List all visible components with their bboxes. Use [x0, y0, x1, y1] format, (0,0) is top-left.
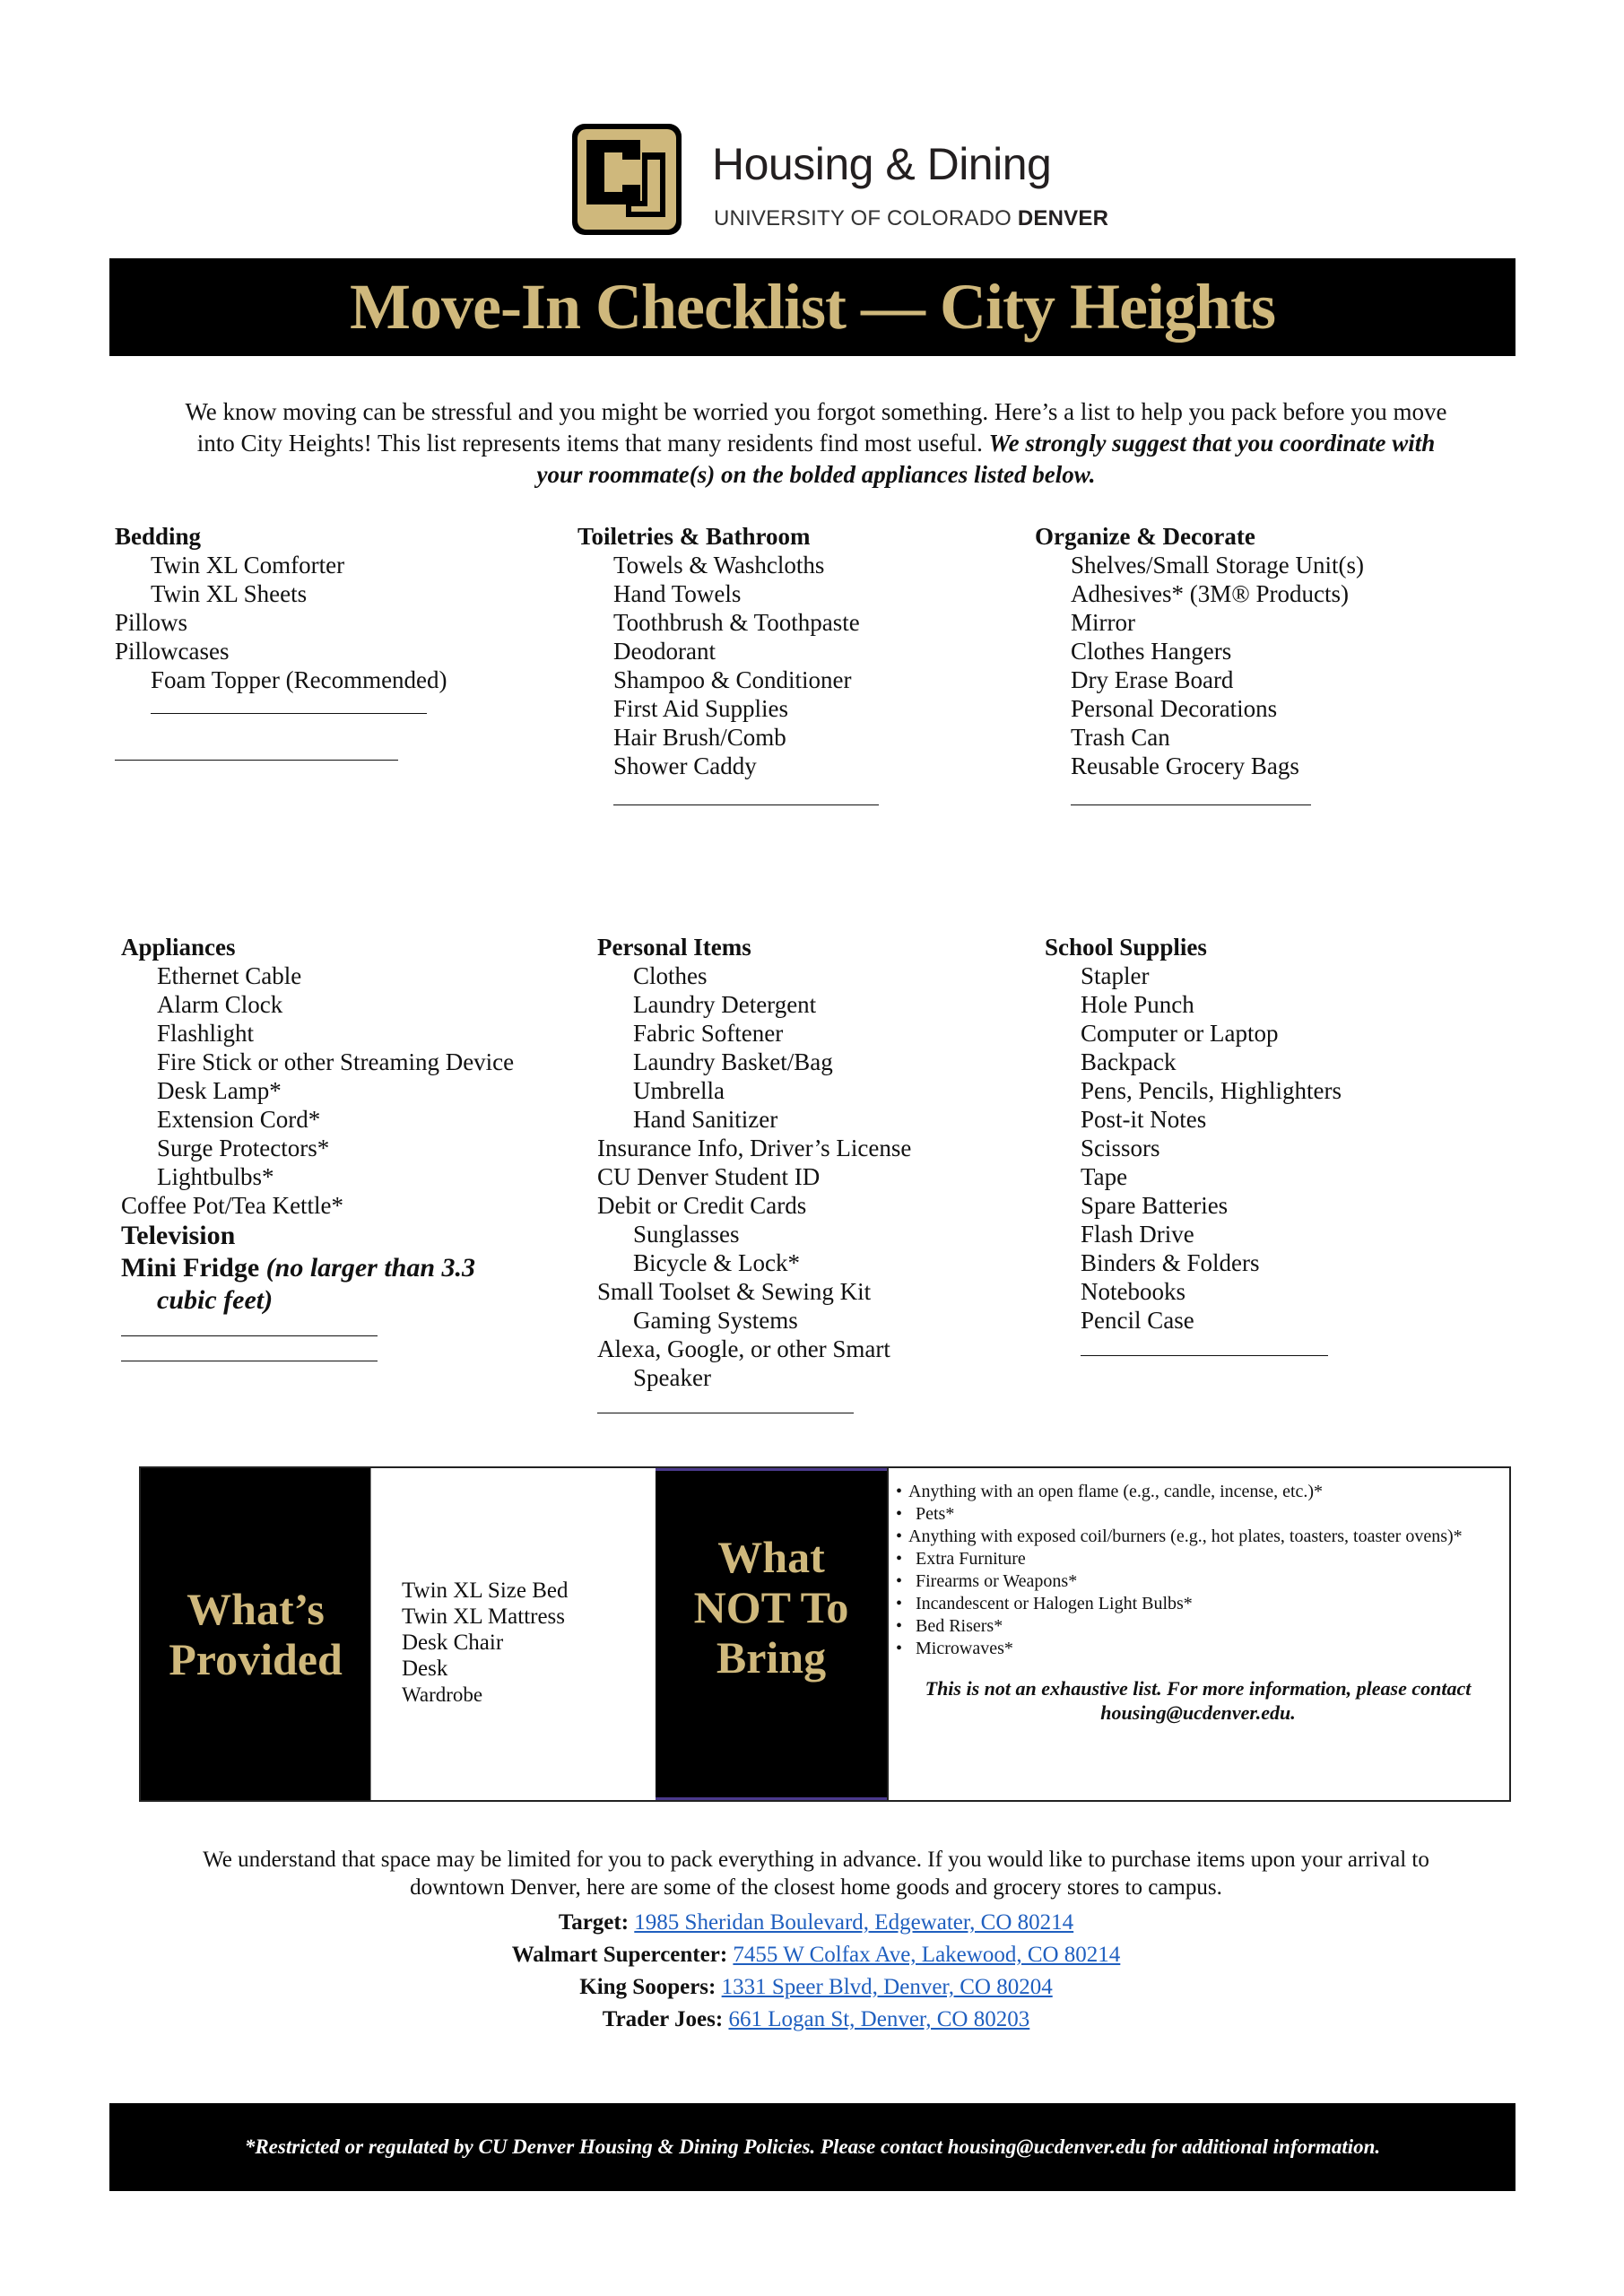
list-item: Pillowcases	[115, 638, 230, 665]
provided-list	[402, 1561, 569, 1708]
heading-line: What	[717, 1532, 825, 1582]
list-item: Desk	[402, 1656, 448, 1681]
list-item: • Microwaves*	[896, 1638, 1500, 1660]
not-exhaustive-note: This is not an exhaustive list. For more information, please contact housing@ucdenver.edu.	[925, 1677, 1472, 1724]
list-item: Laundry Detergent	[633, 991, 817, 1018]
category-appliances	[121, 933, 514, 1361]
store-trader-joes	[179, 2004, 1453, 2036]
list-item: Post-it Notes	[1081, 1106, 1207, 1133]
list-item: Twin XL Comforter	[151, 552, 345, 578]
footer-note: *Restricted or regulated by CU Denver Housing & Dining Policies. Please contact housing@ucdenver.edu for additional information.	[244, 2135, 1381, 2158]
category-organize-decorate	[1035, 522, 1364, 805]
list-item: Laundry Basket/Bag	[633, 1048, 833, 1075]
list-item: • Extra Furniture	[896, 1548, 1500, 1570]
blank-line	[115, 741, 398, 761]
list-item-bold: Television	[121, 1221, 236, 1250]
title-banner	[109, 258, 1515, 356]
category-school-supplies	[1045, 933, 1342, 1356]
list-item: Surge Protectors*	[157, 1135, 330, 1161]
store-name: Target:	[558, 1910, 630, 1935]
list-item: • Anything with an open flame (e.g., candle, incense, etc.)*	[896, 1481, 1500, 1503]
list-item: Foam Topper (Recommended)	[151, 666, 447, 693]
nearby-stores-section	[179, 1846, 1453, 2036]
list-item: Flashlight	[157, 1020, 255, 1047]
list-item: Hand Sanitizer	[633, 1106, 778, 1133]
list-item: Computer or Laptop	[1081, 1020, 1279, 1047]
category-bedding	[115, 522, 447, 761]
mini-fridge-note-cont	[121, 1284, 514, 1317]
heading-line: NOT To	[693, 1582, 849, 1632]
store-address-link[interactable]: 661 Logan St, Denver, CO 80203	[728, 2007, 1030, 2031]
category-title: School Supplies	[1045, 934, 1207, 961]
list-item: Alexa, Google, or other Smart	[597, 1335, 890, 1362]
list-item: Hair Brush/Comb	[613, 724, 786, 751]
list-item: CU Denver Student ID	[597, 1163, 821, 1190]
store-walmart	[179, 1939, 1453, 1971]
list-item: Lightbulbs*	[157, 1163, 274, 1190]
list-item: Trash Can	[1071, 724, 1170, 751]
category-title: Personal Items	[597, 934, 751, 961]
provided-not-to-bring-table	[139, 1466, 1511, 1802]
list-item: Twin XL Size Bed	[402, 1578, 569, 1603]
list-item: Fabric Softener	[633, 1020, 784, 1047]
list-item: Speaker	[633, 1364, 711, 1391]
logo-subtitle-bold: DENVER	[1017, 206, 1109, 230]
list-item: • Bed Risers*	[896, 1615, 1500, 1638]
list-item: Tape	[1081, 1163, 1128, 1190]
list-item: Ethernet Cable	[157, 962, 302, 989]
list-item: Wardrobe	[402, 1683, 483, 1706]
list-item: Shelves/Small Storage Unit(s)	[1071, 552, 1364, 578]
list-item: Clothes Hangers	[1071, 638, 1232, 665]
list-item: Flash Drive	[1081, 1221, 1194, 1248]
category-title: Appliances	[121, 934, 236, 961]
cu-logo-icon	[570, 122, 683, 237]
store-address-link[interactable]: 1985 Sheridan Boulevard, Edgewater, CO 80214	[634, 1910, 1074, 1935]
not-to-bring-heading-cell	[656, 1468, 887, 1800]
list-item: Deodorant	[613, 638, 716, 665]
list-item-bold-mini-fridge	[121, 1252, 514, 1284]
list-item: Desk Chair	[402, 1630, 504, 1655]
list-item: Notebooks	[1081, 1278, 1185, 1305]
heading-line: What’s	[187, 1584, 325, 1634]
list-item: • Incandescent or Halogen Light Bulbs*	[896, 1593, 1500, 1615]
blank-line	[613, 786, 879, 805]
blank-line	[1081, 1336, 1328, 1356]
list-item: Twin XL Sheets	[151, 580, 308, 607]
blank-line	[597, 1394, 854, 1413]
store-address-link[interactable]: 7455 W Colfax Ave, Lakewood, CO 80214	[733, 1943, 1121, 1967]
list-item: Adhesives* (3M® Products)	[1071, 580, 1349, 607]
mini-fridge-label: Mini Fridge	[121, 1253, 260, 1283]
list-item: Mirror	[1071, 609, 1135, 636]
list-item: Desk Lamp*	[157, 1077, 282, 1104]
list-item: Extension Cord*	[157, 1106, 321, 1133]
list-item: Hole Punch	[1081, 991, 1194, 1018]
intro-paragraph	[179, 396, 1453, 491]
not-to-bring-list-cell	[887, 1468, 1509, 1800]
list-item: Shower Caddy	[613, 752, 757, 779]
category-personal-items	[597, 933, 911, 1413]
footer-banner	[109, 2103, 1515, 2191]
list-item: Fire Stick or other Streaming Device	[157, 1048, 515, 1075]
logo-subtitle	[714, 206, 1108, 231]
intro-text: We know moving can be stressful and you might be worried you forgot something. Here’s a list to help you pack before you move into City Heights! This list represents items that many residents find most useful.	[185, 398, 1447, 457]
whats-provided-heading	[169, 1584, 343, 1684]
logo-subtitle-prefix: UNIVERSITY OF COLORADO	[714, 206, 1018, 230]
list-item: Twin XL Mattress	[402, 1604, 566, 1629]
store-address-link[interactable]: 1331 Speer Blvd, Denver, CO 80204	[721, 1975, 1053, 1999]
store-king-soopers	[179, 1971, 1453, 2004]
list-item: Spare Batteries	[1081, 1192, 1229, 1219]
blank-line	[151, 694, 427, 714]
list-item: Pillows	[115, 609, 188, 636]
whats-provided-list-cell	[370, 1468, 656, 1800]
list-item: • Firearms or Weapons*	[896, 1570, 1500, 1593]
category-title: Organize & Decorate	[1035, 523, 1255, 550]
mini-fridge-note-2: cubic feet)	[157, 1285, 274, 1315]
list-item: Bicycle & Lock*	[633, 1249, 800, 1276]
list-item: Pencil Case	[1081, 1307, 1194, 1334]
heading-line: Provided	[169, 1634, 343, 1684]
list-item: Reusable Grocery Bags	[1071, 752, 1299, 779]
intro-emphasis: We strongly suggest that you coordinate with your roommate(s) on the bolded appliances listed below.	[536, 430, 1436, 488]
list-item: Umbrella	[633, 1077, 725, 1104]
page-title: Move-In Checklist — City Heights	[350, 271, 1275, 343]
list-item: Hand Towels	[613, 580, 742, 607]
store-name: King Soopers:	[579, 1975, 716, 1999]
list-item: Clothes	[633, 962, 708, 989]
category-toiletries	[578, 522, 879, 805]
list-item: Debit or Credit Cards	[597, 1192, 807, 1219]
store-name: Trader Joes:	[602, 2007, 724, 2031]
list-item: Personal Decorations	[1071, 695, 1278, 722]
list-item: Backpack	[1081, 1048, 1177, 1075]
heading-line: Bring	[716, 1632, 827, 1683]
list-item: Shampoo & Conditioner	[613, 666, 852, 693]
stores-intro: We understand that space may be limited for you to pack everything in advance. If you would like to purchase items upon your arrival to downtown Denver, here are some of the closest home goods and grocery stores to campus.	[203, 1848, 1429, 1900]
not-to-bring-heading	[694, 1532, 849, 1683]
mini-fridge-note: (no larger than 3.3	[265, 1253, 476, 1283]
list-item: Pens, Pencils, Highlighters	[1081, 1077, 1342, 1104]
housing-dining-logo	[570, 122, 1126, 239]
list-item: Coffee Pot/Tea Kettle*	[121, 1192, 344, 1219]
list-item: Alarm Clock	[157, 991, 283, 1018]
list-item: Gaming Systems	[633, 1307, 798, 1334]
list-item: Dry Erase Board	[1071, 666, 1234, 693]
not-to-bring-list	[896, 1481, 1500, 1660]
category-title: Bedding	[115, 523, 202, 550]
list-item: • Pets*	[896, 1503, 1500, 1526]
list-item: Toothbrush & Toothpaste	[613, 609, 860, 636]
list-item: First Aid Supplies	[613, 695, 789, 722]
list-item: Sunglasses	[633, 1221, 740, 1248]
list-item: Scissors	[1081, 1135, 1160, 1161]
whats-provided-heading-cell	[141, 1468, 370, 1800]
list-item: Towels & Washcloths	[613, 552, 825, 578]
list-item: Insurance Info, Driver’s License	[597, 1135, 912, 1161]
logo-title: Housing & Dining	[712, 139, 1052, 189]
list-item: Stapler	[1081, 962, 1150, 989]
blank-line	[1071, 786, 1311, 805]
store-name: Walmart Supercenter:	[511, 1943, 728, 1967]
list-item: Small Toolset & Sewing Kit	[597, 1278, 872, 1305]
category-title: Toiletries & Bathroom	[578, 523, 811, 550]
list-item: • Anything with exposed coil/burners (e.g., hot plates, toasters, toaster ovens)*	[896, 1526, 1500, 1548]
store-target	[179, 1907, 1453, 1939]
list-item: Binders & Folders	[1081, 1249, 1260, 1276]
blank-line	[121, 1342, 378, 1361]
blank-line	[121, 1317, 378, 1336]
